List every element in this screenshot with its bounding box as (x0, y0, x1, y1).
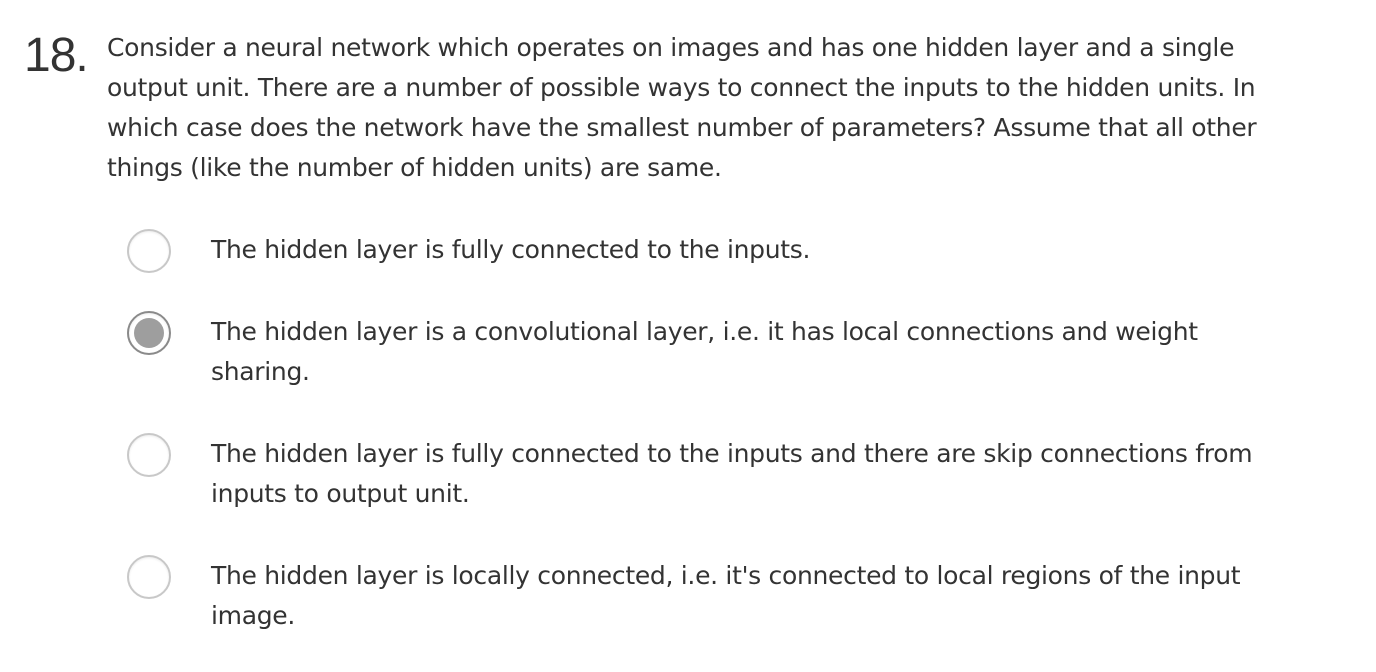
question-number: 18. (24, 29, 88, 82)
radio-button-1[interactable] (127, 229, 171, 273)
option-label-2[interactable]: The hidden layer is a convolutional layer, i.e. it has local connections and weight sharing. (211, 317, 1198, 386)
option-label-3[interactable]: The hidden layer is fully connected to the inputs and there are skip connections from inputs to output unit. (211, 439, 1253, 508)
option-label-4[interactable]: The hidden layer is locally connected, i.e. it's connected to local regions of the input image. (211, 561, 1241, 630)
question-text: Consider a neural network which operates on images and has one hidden layer and a single output unit. There are a number of possible ways to connect the inputs to the hidden units. In which case does the network have the smallest number of parameters? Assume that all other things (like the number of hidden units) are same. (107, 33, 1257, 182)
radio-button-4[interactable] (127, 555, 171, 599)
option-label-1[interactable]: The hidden layer is fully connected to the inputs. (211, 235, 811, 264)
radio-button-2[interactable] (127, 311, 171, 355)
radio-button-3[interactable] (127, 433, 171, 477)
radio-selected-dot (134, 318, 164, 348)
